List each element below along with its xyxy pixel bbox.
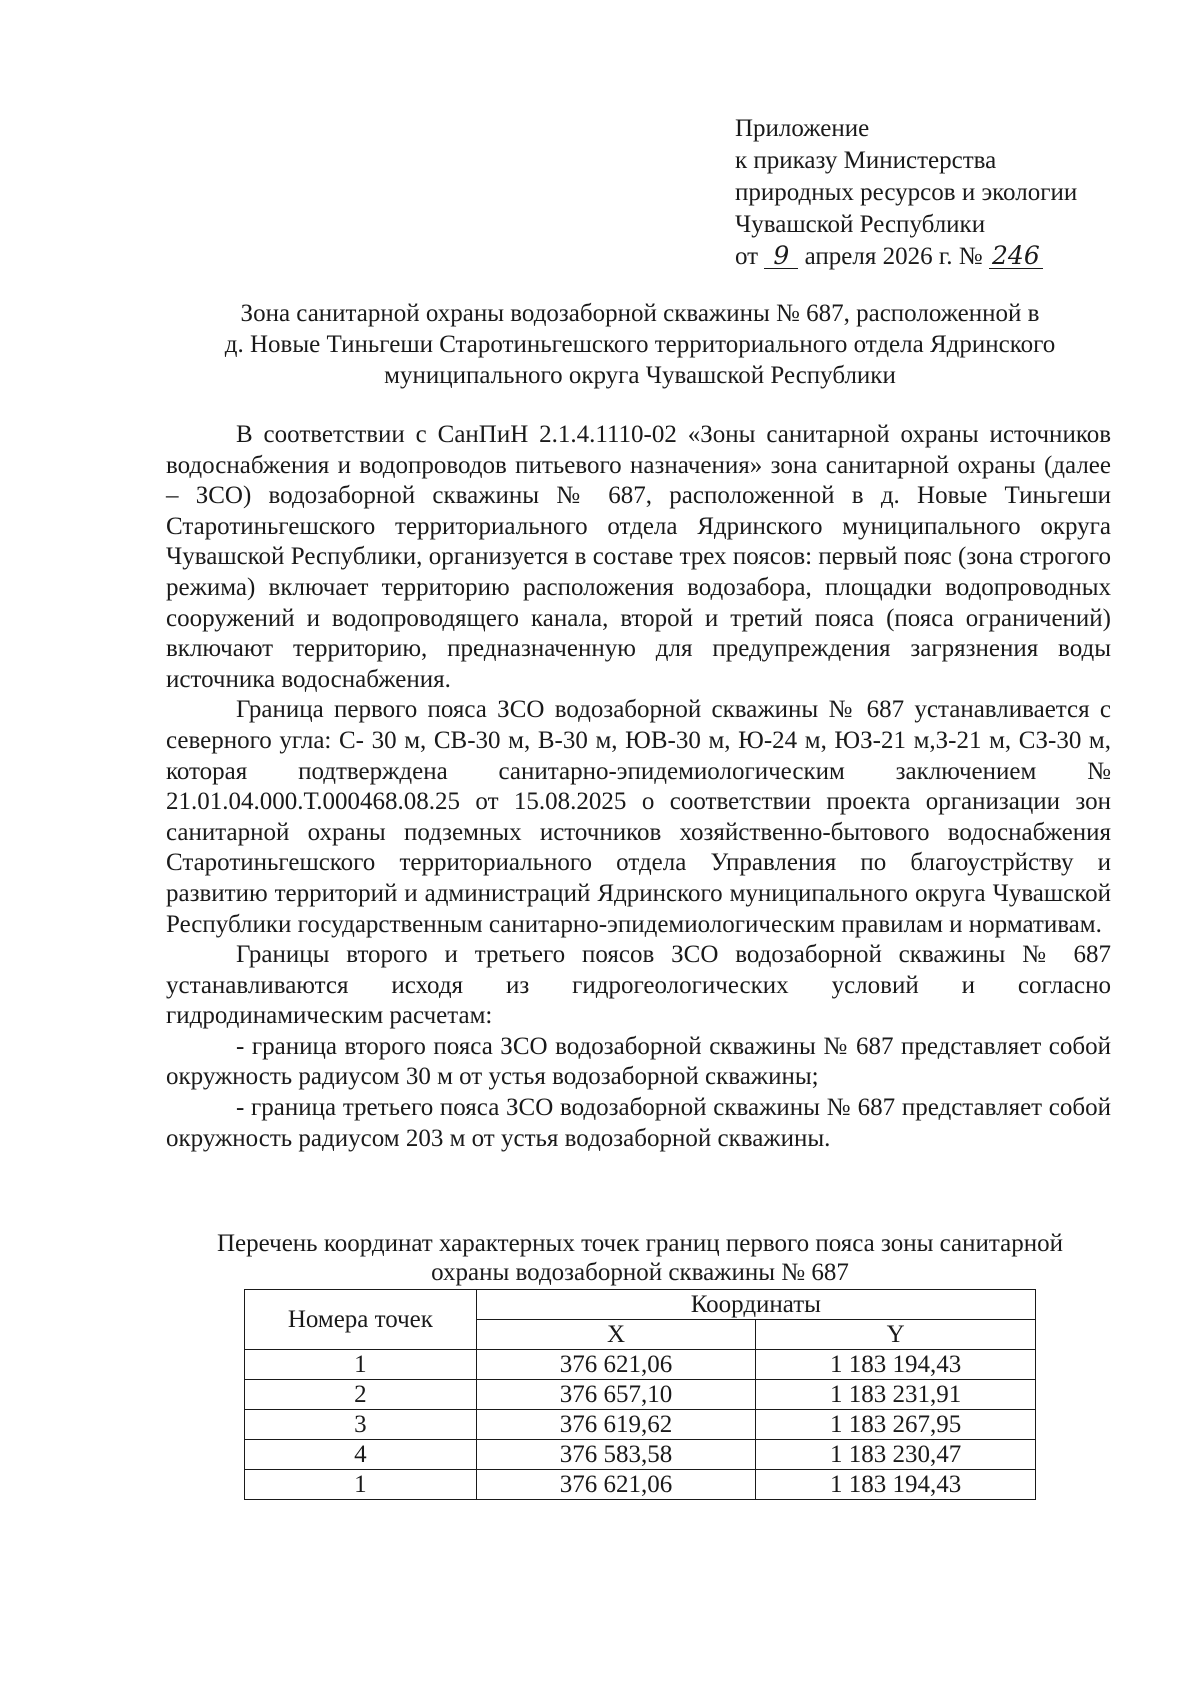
document-body: [166, 420, 1111, 1154]
table-row: [245, 1380, 1036, 1410]
cell-y: 1 183 231,91: [756, 1380, 1036, 1410]
appendix-date-line: [735, 241, 1077, 273]
paragraph: В соответствии с СанПиН 2.1.4.1110-02 «Зоны санитарной охраны источников водоснабжения и водопроводов питьевого назначения» зона санитарной охраны (далее – ЗСО) водозаборной скважины № 687, расположенной в д. Новые Тиньгеши Старотиньгешского территориального отдела Ядринского муниципального округа Чувашской Республики, организуется в составе трех поясов: первый пояс (зона строгого режима) включает территорию расположения водозабора, площадки водопроводных сооружений и водопроводящего канала, второй и третий пояса (пояса ограничений) включают территорию, предназначенную для предупреждения загрязнения воды источника водоснабжения.: [166, 421, 1111, 693]
title-line-3: муниципального округа Чувашской Республики: [384, 362, 896, 389]
cell-point: 4: [245, 1440, 477, 1470]
paragraph: - граница третьего пояса ЗСО водозаборной скважины № 687 представляет собой окружность радиусом 203 м от устья водозаборной скважины.: [166, 1094, 1111, 1152]
header-coordinates: Координаты: [476, 1290, 1035, 1320]
cell-x: 376 657,10: [476, 1380, 756, 1410]
title-line-1: Зона санитарной охраны водозаборной скважины № 687, расположенной в: [240, 300, 1040, 327]
cell-x: 376 621,06: [476, 1350, 756, 1380]
title-line-2: д. Новые Тиньгеши Старотиньгешского территориального отдела Ядринского: [224, 331, 1056, 358]
handwritten-day: 9: [764, 244, 798, 269]
cell-y: 1 183 194,43: [756, 1350, 1036, 1380]
date-prefix: от: [735, 243, 759, 270]
paragraph: Граница первого пояса ЗСО водозаборной скважины № 687 устанавливается с северного угла: С- 30 м, СВ-30 м, В-30 м, ЮВ-30 м, Ю-24 м, ЮЗ-21 м,З-21 м, СЗ-30 м, которая подтверждена санитарно-эпидемиологическим заключением № 21.01.04.000.Т.000468.08.25 от 15.08.2025 о соответствии проекта организации зон санитарной охраны подземных источников хозяйственно-бытового водоснабжения Старотиньгешского территориального отдела Управления по благоустрйству и развитию территорий и администраций Ядринского муниципального округа Чувашской Республики государственным санитарно-эпидемиологическим правилам и нормативам.: [166, 696, 1111, 938]
cell-point: 3: [245, 1410, 477, 1440]
table-row: [245, 1410, 1036, 1440]
appendix-line-1: Приложение: [735, 115, 870, 142]
cell-point: 1: [245, 1350, 477, 1380]
cell-x: 376 621,06: [476, 1470, 756, 1500]
paragraph: Границы второго и третьего поясов ЗСО водозаборной скважины № 687 устанавливаются исходя из гидрогеологических условий и согласно гидродинамическим расчетам:: [166, 941, 1111, 1030]
header-points: Номера точек: [245, 1290, 477, 1350]
table-header-row: [245, 1290, 1036, 1320]
handwritten-order-number: 246: [989, 244, 1043, 269]
cell-y: 1 183 230,47: [756, 1440, 1036, 1470]
paragraph: - граница второго пояса ЗСО водозаборной скважины № 687 представляет собой окружность радиусом 30 м от устья водозаборной скважины;: [166, 1032, 1111, 1091]
table-caption-line-1: Перечень координат характерных точек границ первого пояса зоны санитарной: [217, 1230, 1063, 1257]
cell-x: 376 619,62: [476, 1410, 756, 1440]
table-row: [245, 1440, 1036, 1470]
cell-point: 2: [245, 1380, 477, 1410]
appendix-line-2: к приказу Министерства: [735, 147, 997, 174]
date-rest: апреля 2026 г. №: [804, 243, 983, 270]
table-row: [245, 1470, 1036, 1500]
appendix-line-4: Чувашской Республики: [735, 211, 986, 238]
coordinates-table: [244, 1289, 1036, 1500]
appendix-block: [735, 113, 1077, 273]
header-y: Y: [756, 1320, 1036, 1350]
cell-y: 1 183 267,95: [756, 1410, 1036, 1440]
table-row: [245, 1350, 1036, 1380]
document-title: [165, 298, 1115, 391]
appendix-line-3: природных ресурсов и экологии: [735, 179, 1078, 206]
cell-x: 376 583,58: [476, 1440, 756, 1470]
cell-point: 1: [245, 1470, 477, 1500]
header-x: X: [476, 1320, 756, 1350]
table-caption-line-2: охраны водозаборной скважины № 687: [431, 1259, 849, 1286]
table-caption: [165, 1229, 1115, 1287]
cell-y: 1 183 194,43: [756, 1470, 1036, 1500]
